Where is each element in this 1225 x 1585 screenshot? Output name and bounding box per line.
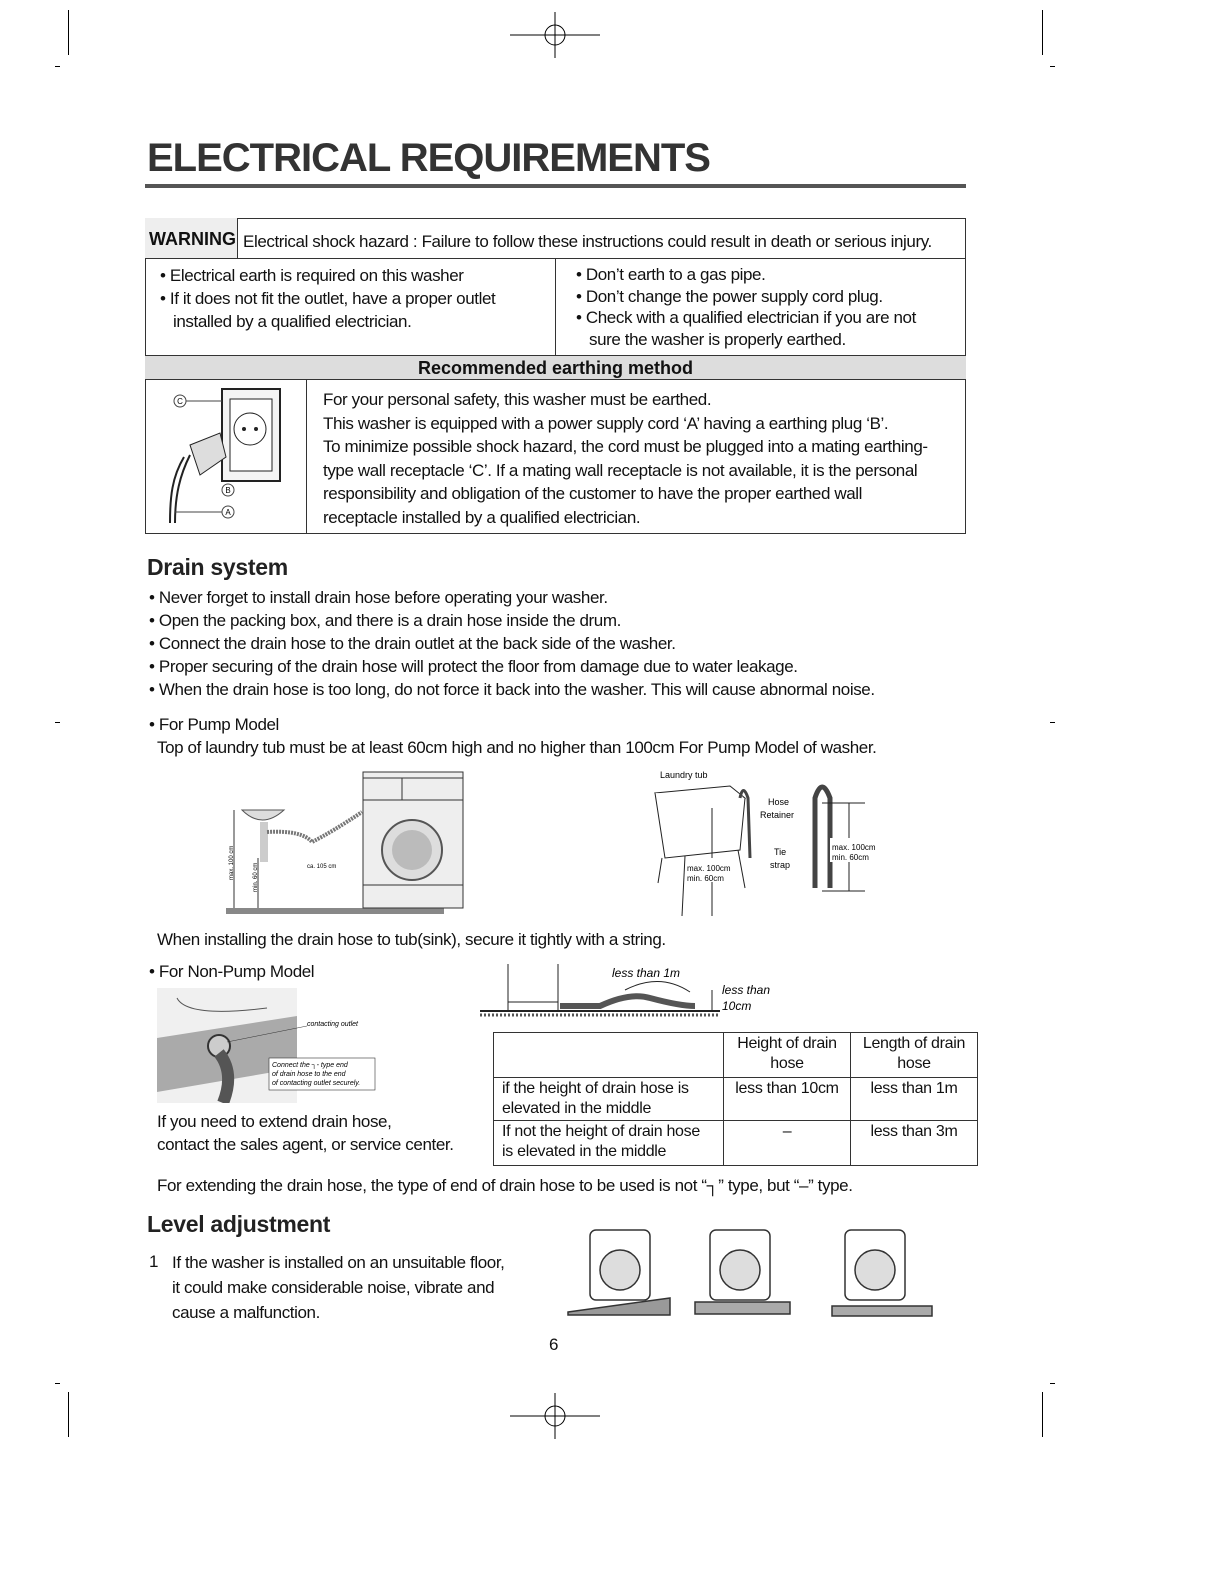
tie-label: Tie (774, 847, 787, 857)
crop-mark (1042, 1392, 1043, 1437)
text-line: type wall receptacle ‘C’. If a mating wall receptacle is not available, it is the personal (323, 460, 918, 480)
list-item: • Check with a qualified electrician if you are not (576, 308, 916, 327)
crop-mark (55, 722, 60, 723)
crop-mark (1050, 722, 1055, 723)
crop-mark (55, 66, 60, 67)
extend-text (157, 1110, 454, 1156)
earthing-plug-figure (160, 385, 300, 525)
level-text (172, 1250, 505, 1325)
note-line: of contacting outlet securely. (272, 1080, 361, 1087)
drain-heading: Drain system (147, 554, 288, 580)
min-label: min. 60 cm (253, 862, 259, 892)
list-item: • If it does not fit the outlet, have a proper outlet (160, 289, 496, 308)
text-line: receptacle installed by a qualified electrician. (323, 507, 641, 527)
page-title: ELECTRICAL REQUIREMENTS (147, 136, 710, 180)
retainer-label: Retainer (760, 810, 795, 820)
drain-bullets (149, 586, 875, 701)
list-item: • Proper securing of the drain hose will protect the floor from damage due to water leakage. (149, 657, 798, 676)
crop-mark (68, 10, 69, 55)
warning-right-list (576, 264, 916, 350)
registration-mark-icon (510, 12, 600, 58)
warning-left-list (160, 264, 495, 333)
level-heading: Level adjustment (147, 1211, 331, 1237)
max-label: max. 100cm (832, 843, 876, 852)
crop-mark (55, 1383, 60, 1384)
tub-text: When installing the drain hose to tub(sink), secure it tightly with a string. (157, 930, 666, 949)
list-item: • Don’t earth to a gas pipe. (576, 265, 766, 284)
table-cell (494, 1033, 724, 1078)
table-header: Height of drain hose (724, 1033, 851, 1078)
nonpump-title: • For Non-Pump Model (149, 962, 315, 981)
list-item: • Connect the drain hose to the drain outlet at the back side of the washer. (149, 634, 676, 653)
page-number: 6 (549, 1335, 559, 1354)
text-line: it could make considerable noise, vibrate and (172, 1278, 495, 1297)
warning-text: Electrical shock hazard : Failure to follow these instructions could result in death or serious injury. (243, 232, 932, 251)
nonpump-hose-figure (480, 962, 780, 1020)
tub-label: Laundry tub (660, 770, 708, 780)
table-cell: If not the height of drain hose is elevated in the middle (494, 1121, 724, 1166)
laundry-tub-figure (640, 768, 890, 918)
list-item: installed by a qualified electrician. (160, 312, 412, 331)
hose-label: Hose (768, 797, 790, 807)
length-label: less than 1m (612, 966, 681, 980)
table-row (494, 1078, 978, 1121)
note-line: Connect the ┐- type end (272, 1062, 348, 1069)
height-label: 10cm (722, 999, 752, 1013)
list-item: • Open the packing box, and there is a drain hose inside the drum. (149, 611, 621, 630)
label-b: B (225, 486, 231, 495)
height-label: less than (722, 983, 771, 997)
divider (555, 258, 556, 355)
text-line: This washer is equipped with a power supply cord ‘A’ having a earthing plug ‘B’. (323, 413, 889, 433)
method-header-cell (145, 355, 966, 380)
table-header: Length of drain hose (851, 1033, 978, 1078)
length-label: ca. 105 cm (307, 864, 337, 870)
warning-label: WARNING (149, 229, 236, 249)
label-a: A (225, 508, 231, 517)
washer-level-illustration (560, 1220, 945, 1320)
text-line: For your personal safety, this washer must be earthed. (323, 390, 712, 409)
text-line: If you need to extend drain hose, (157, 1112, 392, 1131)
registration-mark-icon (510, 1393, 600, 1439)
min-label: min. 60cm (832, 853, 869, 862)
pump-sink-figure (222, 770, 472, 918)
text-line: responsibility and obligation of the customer to have the proper earthed wall (323, 484, 863, 503)
max-label: max. 100 cm (229, 845, 235, 880)
drain-outlet-figure (157, 988, 377, 1103)
list-item: • Never forget to install drain hose before operating your washer. (149, 588, 608, 607)
title-rule (145, 184, 966, 188)
label-c: C (177, 397, 183, 406)
list-item: • When the drain hose is too long, do not force it back into the washer. This will cause abnormal noise. (149, 680, 875, 699)
divider (306, 380, 307, 534)
crop-mark (1050, 66, 1055, 67)
table-cell: – (724, 1121, 851, 1166)
list-item: sure the washer is properly earthed. (576, 329, 846, 349)
max-label: max. 100cm (687, 864, 731, 873)
table-cell: less than 10cm (724, 1078, 851, 1121)
pump-text: Top of laundry tub must be at least 60cm high and no higher than 100cm For Pump Model of washer. (157, 738, 877, 757)
table-cell: less than 3m (851, 1121, 978, 1166)
crop-mark (1042, 10, 1043, 55)
list-item: • Electrical earth is required on this washer (160, 266, 464, 285)
table-cell: if the height of drain hose is elevated in the middle (494, 1078, 724, 1121)
text-line: contact the sales agent, or service center. (157, 1135, 454, 1154)
extend-type-text: For extending the drain hose, the type of end of drain hose to be used is not “┐” type, but “–” type. (157, 1176, 853, 1195)
drain-hose-table (493, 1032, 978, 1166)
table-cell: less than 1m (851, 1078, 978, 1121)
crop-mark (68, 1392, 69, 1437)
method-text (323, 388, 928, 529)
crop-mark (1050, 1383, 1055, 1384)
table-header-row (494, 1033, 978, 1078)
level-number: 1 (149, 1252, 159, 1271)
text-line: If the washer is installed on an unsuitable floor, (172, 1253, 505, 1272)
min-label: min. 60cm (687, 874, 724, 883)
outlet-label: contacting outlet (307, 1021, 358, 1028)
text-line: To minimize possible shock hazard, the cord must be plugged into a mating earthing- (323, 437, 928, 456)
list-item: • Don’t change the power supply cord plug. (576, 286, 883, 306)
table-row (494, 1121, 978, 1166)
method-header: Recommended earthing method (417, 358, 694, 378)
note-line: of drain hose to the end (272, 1071, 346, 1078)
text-line: cause a malfunction. (172, 1303, 320, 1322)
pump-title: • For Pump Model (149, 715, 279, 734)
strap-label: strap (770, 860, 791, 870)
